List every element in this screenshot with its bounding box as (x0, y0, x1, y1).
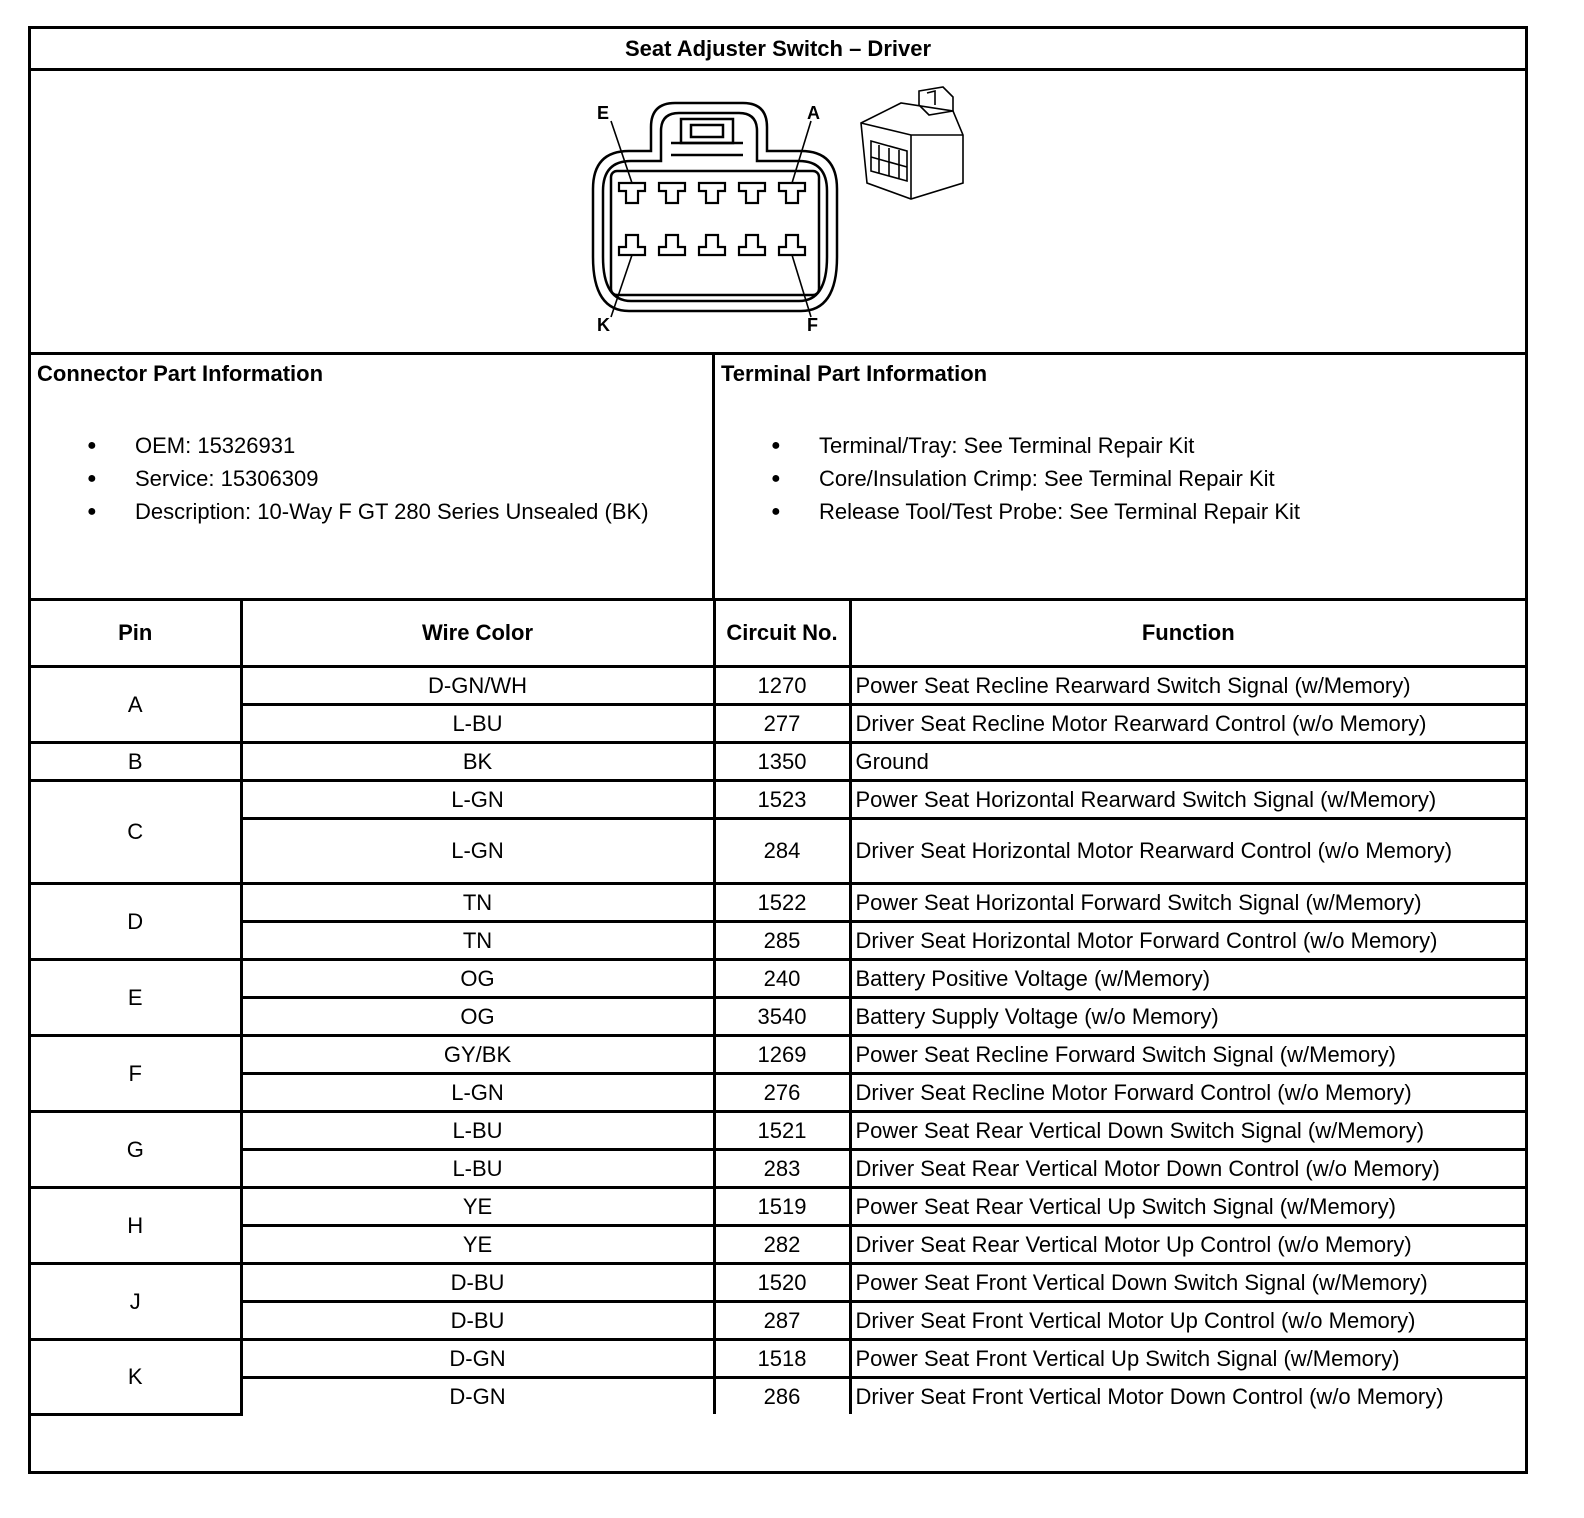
circuit-cell: 240 (714, 960, 850, 998)
circuit-cell: 1270 (714, 667, 850, 705)
pin-cell: D (31, 884, 241, 960)
pinout-table (31, 601, 1525, 1416)
circuit-cell: 282 (714, 1226, 850, 1264)
pin-cell: B (31, 743, 241, 781)
wire-color-cell: D-GN/WH (241, 667, 714, 705)
pinout-header-row (31, 601, 1525, 667)
circuit-cell: 1518 (714, 1340, 850, 1378)
connector-info-list (31, 431, 665, 530)
connector-face-drawing (31, 71, 1525, 352)
table-row (31, 667, 1525, 705)
wire-color-cell: L-BU (241, 705, 714, 743)
table-row (31, 1378, 1525, 1415)
connector-sheet (28, 26, 1528, 1474)
pinout-body (31, 667, 1525, 1415)
wire-color-cell: TN (241, 884, 714, 922)
terminal-cavity (739, 235, 765, 255)
function-cell: Ground (850, 743, 1525, 781)
table-row (31, 1036, 1525, 1074)
connector-info-description: ● Description: 10-Way F GT 280 Series Unsealed (BK) (31, 497, 665, 526)
function-cell: Power Seat Rear Vertical Up Switch Signal (w/Memory) (850, 1188, 1525, 1226)
terminal-cavity (659, 235, 685, 255)
pin-cell: K (31, 1340, 241, 1415)
table-row (31, 1264, 1525, 1302)
terminal-cavity (619, 235, 645, 255)
wire-color-cell: L-GN (241, 1074, 714, 1112)
wire-color-cell: YE (241, 1188, 714, 1226)
table-row (31, 1074, 1525, 1112)
terminal-cavity (619, 183, 645, 203)
table-row (31, 1226, 1525, 1264)
table-row (31, 1188, 1525, 1226)
function-cell: Driver Seat Rear Vertical Motor Down Control (w/o Memory) (850, 1150, 1525, 1188)
cavity-label-a: A (807, 103, 820, 123)
terminal-cavity (779, 183, 805, 203)
circuit-cell: 285 (714, 922, 850, 960)
terminal-cavity (739, 183, 765, 203)
table-row (31, 781, 1525, 819)
table-row (31, 884, 1525, 922)
terminal-part-info (715, 355, 1525, 598)
function-cell: Driver Seat Recline Motor Rearward Control (w/o Memory) (850, 705, 1525, 743)
terminal-info-list (715, 431, 1300, 530)
function-cell: Power Seat Recline Rearward Switch Signal (w/Memory) (850, 667, 1525, 705)
bottom-row-terminals (619, 235, 805, 255)
wire-color-cell: BK (241, 743, 714, 781)
circuit-cell: 283 (714, 1150, 850, 1188)
pin-cell: A (31, 667, 241, 743)
table-row (31, 960, 1525, 998)
function-cell: Power Seat Rear Vertical Down Switch Signal (w/Memory) (850, 1112, 1525, 1150)
terminal-info-tray: ● Terminal/Tray: See Terminal Repair Kit (715, 431, 1300, 460)
wire-color-cell: L-GN (241, 819, 714, 884)
part-info-section (31, 355, 1525, 601)
connector-diagram (31, 71, 1525, 355)
function-cell: Battery Supply Voltage (w/o Memory) (850, 998, 1525, 1036)
table-row (31, 705, 1525, 743)
wire-color-cell: D-BU (241, 1264, 714, 1302)
table-row (31, 1112, 1525, 1150)
table-row (31, 922, 1525, 960)
table-row (31, 1302, 1525, 1340)
table-row (31, 743, 1525, 781)
pin-cell: E (31, 960, 241, 1036)
function-cell: Battery Positive Voltage (w/Memory) (850, 960, 1525, 998)
wire-color-cell: D-GN (241, 1378, 714, 1415)
circuit-cell: 1523 (714, 781, 850, 819)
circuit-cell: 1269 (714, 1036, 850, 1074)
circuit-cell: 1519 (714, 1188, 850, 1226)
table-row (31, 998, 1525, 1036)
table-row (31, 819, 1525, 884)
connector-info-service: ● Service: 15306309 (31, 464, 665, 493)
header-function: Function (850, 601, 1525, 667)
circuit-cell: 1520 (714, 1264, 850, 1302)
header-pin: Pin (31, 601, 241, 667)
wire-color-cell: L-BU (241, 1150, 714, 1188)
cavity-label-e: E (597, 103, 610, 123)
wire-color-cell: D-BU (241, 1302, 714, 1340)
wire-color-cell: D-GN (241, 1340, 714, 1378)
function-cell: Power Seat Horizontal Rearward Switch Signal (w/Memory) (850, 781, 1525, 819)
wire-color-cell: OG (241, 960, 714, 998)
function-cell: Power Seat Recline Forward Switch Signal (w/Memory) (850, 1036, 1525, 1074)
sheet-title: Seat Adjuster Switch – Driver (31, 29, 1525, 71)
circuit-cell: 1350 (714, 743, 850, 781)
connector-info-heading: Connector Part Information (37, 361, 324, 386)
circuit-cell: 3540 (714, 998, 850, 1036)
function-cell: Driver Seat Horizontal Motor Forward Control (w/o Memory) (850, 922, 1525, 960)
function-cell: Driver Seat Horizontal Motor Rearward Control (w/o Memory) (850, 819, 1525, 884)
connector-iso-icon (861, 87, 963, 199)
function-cell: Power Seat Front Vertical Down Switch Signal (w/Memory) (850, 1264, 1525, 1302)
terminal-cavity (699, 183, 725, 203)
terminal-info-release-tool: ● Release Tool/Test Probe: See Terminal Repair Kit (715, 497, 1300, 526)
function-cell: Driver Seat Rear Vertical Motor Up Control (w/o Memory) (850, 1226, 1525, 1264)
circuit-cell: 287 (714, 1302, 850, 1340)
cavity-label-k: K (597, 315, 610, 335)
terminal-cavity (779, 235, 805, 255)
function-cell: Power Seat Front Vertical Up Switch Signal (w/Memory) (850, 1340, 1525, 1378)
connector-info-oem: ● OEM: 15326931 (31, 431, 665, 460)
connector-part-info (31, 355, 715, 598)
terminal-info-heading: Terminal Part Information (721, 361, 988, 386)
wire-color-cell: YE (241, 1226, 714, 1264)
pin-cell: J (31, 1264, 241, 1340)
circuit-cell: 1521 (714, 1112, 850, 1150)
pin-cell: G (31, 1112, 241, 1188)
circuit-cell: 286 (714, 1378, 850, 1415)
header-wire-color: Wire Color (241, 601, 714, 667)
circuit-cell: 1522 (714, 884, 850, 922)
top-row-terminals (619, 183, 805, 203)
function-cell: Driver Seat Front Vertical Motor Up Control (w/o Memory) (850, 1302, 1525, 1340)
pin-cell: F (31, 1036, 241, 1112)
terminal-cavity (699, 235, 725, 255)
function-cell: Power Seat Horizontal Forward Switch Signal (w/Memory) (850, 884, 1525, 922)
wire-color-cell: OG (241, 998, 714, 1036)
function-cell: Driver Seat Front Vertical Motor Down Control (w/o Memory) (850, 1378, 1525, 1415)
pin-cell: C (31, 781, 241, 884)
table-row (31, 1150, 1525, 1188)
circuit-cell: 284 (714, 819, 850, 884)
wire-color-cell: TN (241, 922, 714, 960)
cavity-label-f: F (807, 315, 818, 335)
function-cell: Driver Seat Recline Motor Forward Control (w/o Memory) (850, 1074, 1525, 1112)
circuit-cell: 277 (714, 705, 850, 743)
terminal-cavity (659, 183, 685, 203)
wire-color-cell: L-BU (241, 1112, 714, 1150)
wire-color-cell: GY/BK (241, 1036, 714, 1074)
wire-color-cell: L-GN (241, 781, 714, 819)
header-circuit-no: Circuit No. (714, 601, 850, 667)
circuit-cell: 276 (714, 1074, 850, 1112)
pin-cell: H (31, 1188, 241, 1264)
table-row (31, 1340, 1525, 1378)
terminal-info-crimp: ● Core/Insulation Crimp: See Terminal Repair Kit (715, 464, 1300, 493)
